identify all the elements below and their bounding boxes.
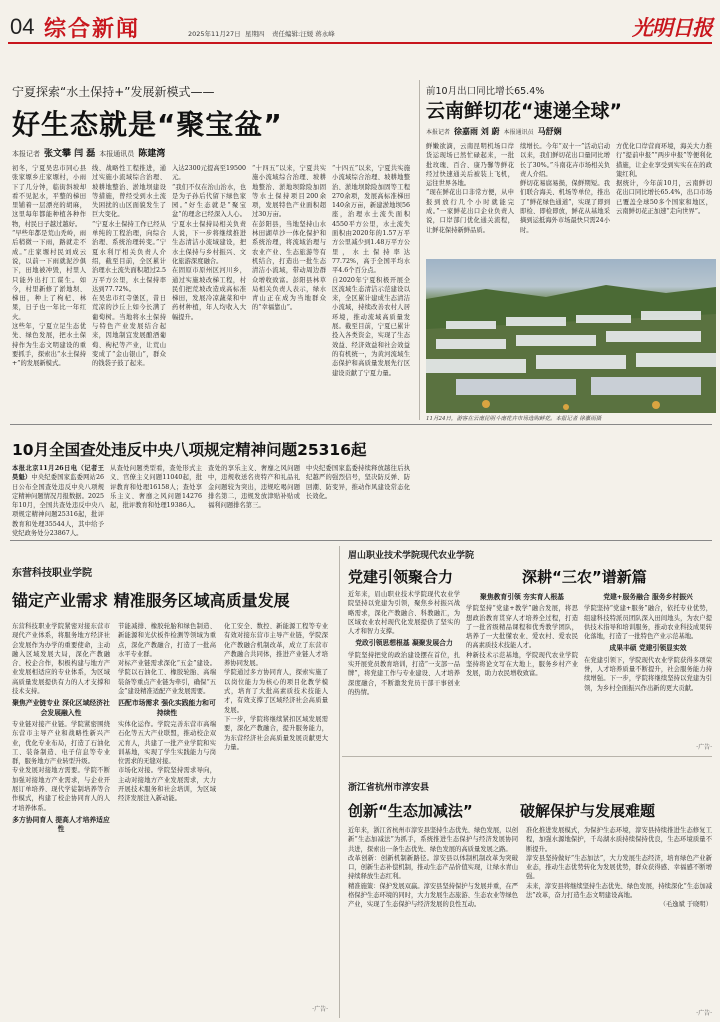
masthead-rule	[8, 42, 712, 44]
column-3: 化工安全、数控、新能源工程等专业有效对接东营市主导产业链，学院深化产教融合机制改革，成立了东营市产教融合共同体，推进产业链人才培养协同发展。 学院通过多方协同育人，探索实施了以岗位能力为核心的项目化教学模式，培育了大批高素质技术技能人才，有效支撑了区域经济社会高质量发展。 下一步，学院将继续紧扣区域发展需要，深化产教融合，提升服务能力，为东营经济社会高质量发展贡献更大力量。	[224, 623, 328, 751]
column-5: “十四五”以来，宁夏共实施小流域综合治理、坡耕地整治、淤地坝除险加固等工程270余项，发展高标准梯田140余万亩，新建淤地坝56座，治理水土流失面积4550平方公里，水土流失面积由2020年的1.57万平方公里减少到1.48万平方公里，水土保持率达77.72%，高于全国平均水平4.6个百分点。 自2020年宁夏积极开展全区流域生态清洁示范建设以来，全区累计建成生态清洁小流域，持续改善农村人居环境，推动流域高质量发展。截至目前，宁夏已累计投入各类资金，实现了生态效益、经济效益和社会效益的有机统一，为黄河流域生态保护和高质量发展先行区建设贡献了宁夏力量。	[332, 165, 410, 377]
section-text: 学院坚持“党建+服务”融合，依托专业优势，组建科技特派员团队深入田间地头，为农户提供技术指导和培训服务，推动农业科技成果转化落地，打造了一批特色产业示范基地。	[584, 605, 712, 641]
kicker: 宁夏探索“水土保持+”发展新模式——	[12, 85, 215, 99]
story-yunnan	[422, 46, 720, 424]
kicker: 东营科技职业学院	[12, 568, 92, 579]
subhead-2: 多方协同育人 提高人才培养适应性	[12, 815, 110, 834]
reporters: 张文攀 闫 磊	[44, 149, 96, 159]
divider	[10, 424, 712, 425]
column-1	[12, 622, 110, 1012]
section-text: 在党建引领下，学院现代农业学院获得多项荣誉，人才培养质量不断提升，社会服务能力持续增强。下一步，学院将继续坚持以党建为引领，为乡村全面振兴作出新的更大贡献。	[584, 656, 712, 692]
column-2: 线、战略性工程推进，通过实施小流域综合治理、坡耕地整治、淤地坝建设等措施，曾经受到水土流失困扰的山区面貌发生了巨大变化。 “宁夏水土保持工作已经从单纯的工程治理，向综合治理、系统治理转变。”宁夏水利厅相关负责人介绍，截至目前，全区累计治理水土流失面积超过2.5万平方公里，水土保持率达到77.72%。 在吴忠市红寺堡区，昔日荒凉的沙丘上如今长满了葡萄树。当地将水土保持与特色产业发展结合起来，因地制宜发展酿酒葡萄、枸杞等产业，让荒山变成了“金山银山”，群众的钱袋子鼓了起来。	[92, 165, 166, 368]
intro: 近年来，眉山职业技术学院现代农业学院坚持以党建为引领，聚焦乡村振兴战略需求，深化产教融合、科教融汇，为区域农业农村现代化发展提供了坚实的人才和智力支撑。	[348, 591, 460, 636]
section-text: 专业链对接产业链。学院紧密围绕东营市主导产业和战略性新兴产业，优化专业布局，打造了石油化工、装备制造、电子信息等专业群，服务地方产业转型升级。 专业发展对接地方需要。学院不断加强对接地方产业需求，与企业开展订单培养、现代学徒制培养等合作模式，构建了校企协同育人的人才培养体系。	[12, 720, 110, 812]
column-2	[466, 590, 578, 750]
section-text: 实体化运作。学院完善东营市高端石化等五大产业联盟，推动校企双元育人，共建了一批产业学院和实训基地，实现了学生实践能力与岗位需求的无缝对接。 市场化对接。学院坚持需求导向，主动对接地方产业发展需求，大力开展技术服务和社会培训，为区域经济发展注入新动能。	[118, 720, 216, 803]
subhead-1: 聚焦产业链专业 深化区域经济社会发展融入性	[12, 699, 110, 717]
story-chunan	[342, 758, 720, 1020]
correspondent: 马舒娴	[537, 127, 562, 136]
divider	[10, 540, 712, 541]
divider	[419, 80, 420, 420]
story-meishan	[342, 542, 720, 756]
column-1: 初冬，宁夏吴忠市同心县张家塬乡庄家塬村，小雨下了几分钟，临街斜坡却看不见泥水，平整的梯田里铺着一层漂亮的胡麻，这里每年都能种植各种作物，村民日子越过越好。 “早些年都是荒山秃岭，雨后稍微一下雨，路就走不成。”庄家塬村民刘成云说，以前一下雨就泥沙俱下，田地被冲毁，村里人只能外出打工谋生。如今，村里新修了淤地坝、梯田，种上了枸杞、林果，日子也一年比一年红火。 这些年，宁夏立足生态优先、绿色发展，把水土保持作为生态文明建设的重要抓手，探索出“水土保持+”的发展新模式。	[12, 165, 86, 368]
column-2: 续增长。今年“双十一”活动启动以来，我们鲜切花出口量同比增长了30%。”斗南花卉市场相关负责人介绍。 鲜切花易腐易损，保鲜期短。我们联合海关、机场等单位，推出了“鲜花绿色通道”，实现了即到即检、即检即放，鲜花从基地采摘到运抵海外市场最快只需24小时。	[520, 143, 610, 234]
lead-text: 中央纪委国家监委网站26日公布全国查处违反中央八项规定精神问题情况月报数据。2025年10月，全国共查处违反中央八项规定精神问题25316起，批评教育和处理35544人，其中给予党纪政务处分23867人。	[12, 474, 105, 538]
section-text: 近年来，浙江省杭州市淳安县坚持生态优先、绿色发展，以创新“生态加减法”为抓手，系统推进生态保护与经济发展协同共进，探索出一条生态优先、绿色发展的高质量发展之路。 改革创新：创新机制新路径。淳安县以体制机制改革为突破口，创新生态补偿机制，推动生态产品价值实现，让绿水青山持续释放生态红利。	[348, 827, 519, 881]
headline: 云南鲜切花“速递全球”	[426, 100, 622, 122]
section-text: 准化推进发展模式，为保护生态环境，淳安县持续推进生态修复工程，加强水源地保护，千岛湖水质持续保持优良，生态环境质量不断提升。 淳安县坚持做好“生态加法”，大力发展生态经济，培育绿色产业新业态，推动生态优势转化为发展优势，群众获得感、幸福感不断增强。 未来，淳安县将继续坚持生态优先、绿色发展，持续深化“生态加减法”改革，奋力打造生态文明建设高地。	[526, 827, 712, 900]
column-3: 方优化口岸营商环境，海关大力推行“提前申报”“两步申报”等便利化措施，让企业享受到实实在在的政策红利。 据统计，今年前10月，云南鲜切花出口同比增长65.4%，出口市场已覆盖全球50多个国家和地区，云南鲜切花正加速“走向世界”。	[616, 143, 712, 216]
column-3	[584, 590, 712, 750]
photo-flower-greenhouses	[426, 259, 716, 413]
kicker: 眉山职业技术学院现代农业学院	[348, 551, 475, 561]
byline-prefix: 本报记者	[426, 129, 451, 136]
subhead-2: 聚焦教育引领 夯实育人根基	[480, 593, 564, 601]
column-2	[526, 826, 712, 1002]
column-3: 入达2300元提高至19500元。 “我们不仅在治山治水，也是为子孙后代留下绿色家园。”好生态就是“聚宝盆”的理念已经深入人心。宁夏水土保持局相关负责人说，下一步将继续推进生态清洁小流域建设，把水土保持与乡村振兴、文化旅游深度融合。 在固原市原州区河川乡，通过实施坡改梯工程，村民们把荒坡改造成高标准梯田，发展冷凉蔬菜和中药材种植，年人均收入大幅提升。	[172, 165, 246, 321]
column-2: 从查处问题类型看，查处形式主义、官僚主义问题11040起，批评教育和处理16158人；查处享乐主义、奢靡之风问题14276起，批评教育和处理19386人。	[110, 465, 202, 510]
correspondent: 陈建湾	[138, 149, 166, 159]
column-1	[348, 826, 518, 1010]
intro: 东营科技职业学院紧密对接东营市现代产业体系，将服务地方经济社会发展作为办学的重要使命，主动融入区域发展大局，深化产教融合、校企合作，积极构建与地方产业发展相适应的专业体系，为区域高质量发展提供有力的人才支撑和技术支持。	[12, 623, 110, 696]
headline-part-2: 深耕“三农”谱新篇	[522, 568, 647, 586]
newspaper-logo: 光明日报	[632, 15, 712, 40]
column-3: 查处的享乐主义、奢靡之风问题中，违规收送名贵特产和礼品礼金问题较为突出，违规吃喝问题排名第二，违规发放津贴补贴或福利问题排名第三。	[208, 465, 300, 510]
story-dongying	[0, 542, 336, 1018]
photo-illustration	[426, 259, 716, 413]
column-2	[118, 622, 216, 1012]
subhead-1: 党政引领思想根基 凝聚发展合力	[355, 639, 453, 648]
byline	[12, 146, 169, 159]
column-1	[12, 464, 105, 538]
kicker: 浙江省杭州市淳安县	[348, 783, 430, 793]
byline	[426, 126, 566, 137]
column-1: 鲜嫩欲滴，云南昆明机场口岸货运现场已然忙碌起来，一批批玫瑰、百合、康乃馨等鲜花经过快速通关后被装上飞机，运往世界各地。 “现在鲜花出口非常方便，从申报到放行几个小时就能完成。”一家鲜花出口企业负责人说，口岸部门优化通关流程，让鲜花保持新鲜品质。	[426, 143, 514, 234]
issue-date: 2025年11月27日	[188, 30, 241, 38]
ad-tag: ·广告·	[696, 744, 712, 751]
headline-part-1: 党建引领聚合力	[348, 568, 454, 586]
page-number: 04	[10, 14, 35, 39]
section-text: 学院坚持把党的政治建设摆在首位，扎实开展党员教育培训，打造“一支部一品牌”，将党建工作与专业建设、人才培养深度融合，不断激发党员干部干事创业的热情。	[348, 651, 460, 696]
editors: 责任编辑:汪媛 蒋永峰	[272, 30, 335, 38]
column-4: 中央纪委国家监委持续释放越往后执纪越严的强烈信号，坚决防反弹、防回潮、防变异，推动作风建设常态化长效化。	[306, 465, 410, 500]
story-ningxia	[0, 46, 417, 424]
divider	[339, 546, 340, 1018]
section-title: 综合新闻	[44, 17, 141, 42]
section-text: 学院坚持“党建+教学”融合发展，将思想政治教育贯穿人才培养全过程，打造了一批省级精品课程和优秀教学团队，培养了一大批懂农业、爱农村、爱农民的高素质技术技能人才。	[466, 605, 578, 650]
subhead-3: 匹配市场需求 强化实践能力和可持续性	[118, 699, 216, 717]
byline-mid: 本报通讯员	[503, 129, 534, 136]
headline-part-1: 创新“生态加减法”	[348, 802, 473, 820]
ad-tag: ·广告·	[312, 1006, 328, 1013]
headline: 锚定产业需求 精准服务区域高质量发展	[12, 591, 290, 610]
kicker: 前10月出口同比增长65.4%	[426, 86, 545, 97]
column-1	[348, 590, 460, 750]
section-text: 种新技术示范基地，学院现代农业学院坚持将论文写在大地上，服务乡村产业发展，助力农民增收致富。	[466, 651, 578, 678]
divider	[342, 756, 712, 757]
lead-label: 本报北京11月26日电（记者王昊魁）	[12, 465, 104, 482]
ad-tag: ·广告·	[696, 1010, 712, 1017]
story-discipline	[0, 426, 417, 538]
weekday: 星期四	[245, 30, 265, 38]
subhead-4: 成果丰硕 党建引领显实效	[609, 644, 687, 653]
masthead	[0, 0, 720, 46]
byline-prefix: 本报记者	[12, 150, 40, 158]
reporters: 徐嘉雨 刘 蔚	[454, 127, 500, 136]
section-text: 精准施策：保护发展双赢。淳安县坚持保护与发展并重，在严格保护生态环境的同时，大力发展生态旅游、生态农业等绿色产业，实现了生态保护与经济发展的良性互动。	[348, 882, 519, 909]
byline-end: （毛逸斌 于晓明）	[659, 901, 712, 909]
byline-mid: 本报通讯员	[99, 150, 135, 158]
section-text: 节能减排、橡胶轮胎和绿色制造、新能源和光伏板件检测等领域为重点，深化产教融合，打造了一批高水平专业群。 对标产业链需求深化“五金”建设。学院以石油化工、橡胶轮胎、高端装备等重点产业链为牵引，确保“五金”建设精准适配产业发展需要。	[118, 623, 216, 696]
photo-caption: 11月24日，游客在云南昆明斗南花卉市场选购鲜花。本报记者 徐嘉雨摄	[426, 416, 602, 422]
headline: 10月全国查处违反中央八项规定精神问题25316起	[12, 441, 367, 459]
headline: 好生态就是“聚宝盆”	[12, 108, 283, 141]
headline-part-2: 破解保护与发展难题	[520, 802, 656, 820]
column-4: “十四五”以来，宁夏共实施小流域综合治理、坡耕地整治、淤地坝除险加固等水土保持项目200余项，发展特色产业面积超过30万亩。 在彭阳县，当地坚持山水林田湖草沙一体化保护和系统治理，将流域治理与农业产业、生态旅游等有机结合，打造出一批生态清洁小流域，带动周边群众增收致富。彭阳县林草局相关负责人表示，绿水青山正在成为当地群众的“幸福靠山”。	[252, 165, 326, 312]
subhead-3: 党建+服务融合 服务乡村振兴	[603, 593, 693, 601]
